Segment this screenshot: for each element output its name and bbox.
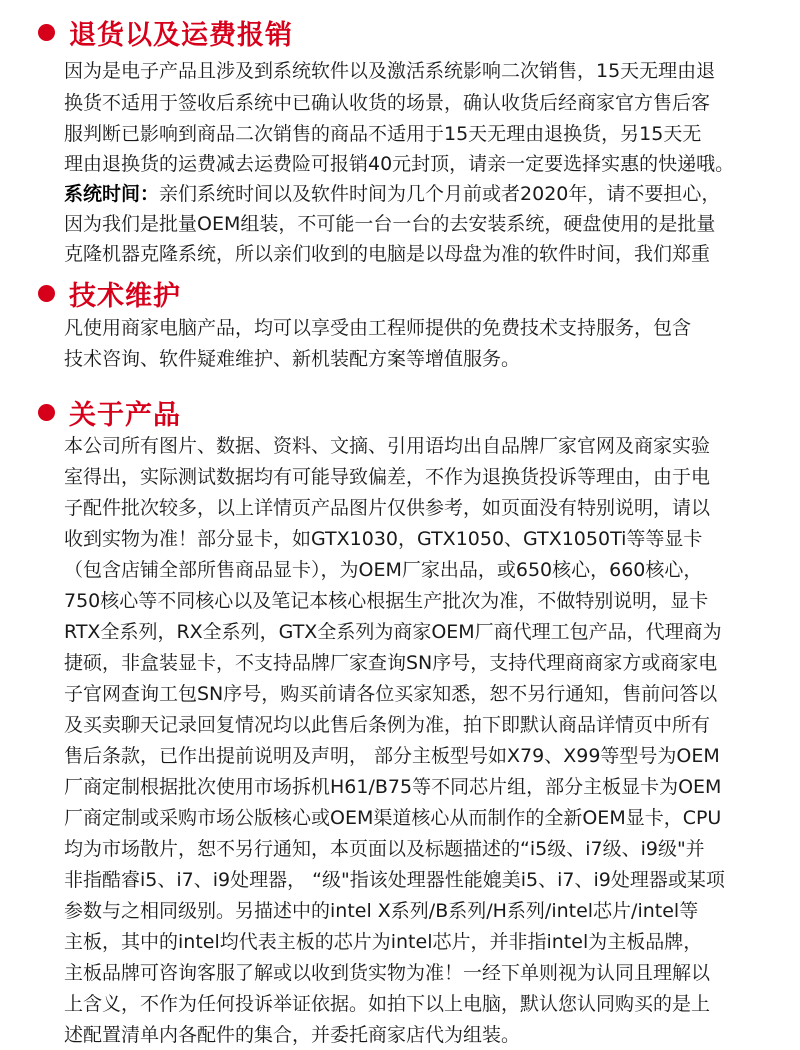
heading-text: 退货以及运费报销 bbox=[69, 19, 293, 51]
red-dot-icon bbox=[38, 404, 55, 421]
text-line: 参数与之相同级别。另描述中的intel X系列/B系列/H系列/intel芯片/intel等 bbox=[64, 900, 699, 922]
red-dot-icon bbox=[38, 285, 55, 302]
text-line: （包含店铺全部所售商品显卡），为OEM厂家出品，或650核心，660核心， bbox=[64, 559, 703, 581]
text-line: 服判断已影响到商品二次销售的商品不适用于15天无理由退换货，另15天无 bbox=[64, 123, 702, 145]
text-line: 收到实物为准！部分显卡，如GTX1030，GTX1050、GTX1050Ti等等显卡 bbox=[64, 528, 703, 550]
section-heading bbox=[38, 273, 181, 313]
text-line: 室得出，实际测试数据均有可能导致偏差，不作为退换货投诉等理由，由于电 bbox=[64, 466, 711, 488]
text-line: 捷硕，非盒装显卡，不支持品牌厂家查询SN序号，支持代理商商家方或商家电 bbox=[64, 652, 718, 674]
text-line: 750核心等不同核心以及笔记本核心根据生产批次为准，不做特别说明，显卡 bbox=[64, 590, 709, 612]
text-line: 主板，其中的intel均代表主板的芯片为intel芯片，并非指intel为主板品牌， bbox=[64, 931, 703, 953]
red-dot-icon bbox=[38, 24, 55, 41]
heading-text: 技术维护 bbox=[69, 280, 181, 312]
heading-text: 关于产品 bbox=[69, 399, 181, 431]
system-time-text: 亲们系统时间以及软件时间为几个月前或者2020年，请不要担心， bbox=[159, 183, 721, 205]
text-line: 均为市场散片，恕不另行通知，本页面以及标题描述的“i5级、i7级、i9级"并 bbox=[64, 838, 705, 860]
text-line: 售后条款，已作出提前说明及声明， 部分主板型号如X79、X99等型号为OEM bbox=[64, 745, 720, 767]
text-line: 因为我们是批量OEM组装，不可能一台一台的去安装系统，硬盘使用的是批量 bbox=[64, 213, 716, 235]
section-heading bbox=[38, 12, 293, 52]
text-line: 技术咨询、软件疑难维护、新机装配方案等增值服务。 bbox=[64, 348, 521, 370]
text-line: 子配件批次较多，以上详情页产品图片仅供参考，如页面没有特别说明，请以 bbox=[64, 497, 711, 519]
system-time-label: 系统时间： bbox=[64, 183, 160, 205]
text-line: 述配置清单内各配件的集合，并委托商家店代为组装。 bbox=[64, 1024, 521, 1046]
text-line: 换货不适用于签收后系统中已确认收货的场景，确认收货后经商家官方售后客 bbox=[64, 92, 711, 114]
text-line: 本公司所有图片、数据、资料、文摘、引用语均出自品牌厂家官网及商家实验 bbox=[64, 435, 711, 457]
text-line: 克隆机器克隆系统，所以亲们收到的电脑是以母盘为准的软件时间，我们郑重 bbox=[64, 243, 711, 265]
text-line: 上含义，不作为任何投诉举证依据。如拍下以上电脑，默认您认同购买的是上 bbox=[64, 993, 711, 1015]
text-line: RTX全系列，RX全系列，GTX全系列为商家OEM厂商代理工包产品，代理商为 bbox=[64, 621, 722, 643]
text-line: 主板品牌可咨询客服了解或以收到货实物为准！一经下单则视为认同且理解以 bbox=[64, 962, 711, 984]
system-time-line bbox=[64, 179, 720, 209]
text-line: 凡使用商家电脑产品，均可以享受由工程师提供的免费技术支持服务，包含 bbox=[64, 317, 692, 339]
text-line: 及买卖聊天记录回复情况均以此售后条例为准，拍下即默认商品详情页中所有 bbox=[64, 714, 711, 736]
text-line: 厂商定制根据批次使用市场拆机H61/B75等不同芯片组，部分主板显卡为OEM bbox=[64, 776, 722, 798]
section-heading bbox=[38, 392, 181, 432]
text-line: 子官网查询工包SN序号，购买前请各位买家知悉，恕不另行通知，售前问答以 bbox=[64, 683, 718, 705]
text-line: 理由退换货的运费减去运费险可报销40元封顶，请亲一定要选择实惠的快递哦。 bbox=[64, 153, 735, 175]
text-line: 厂商定制或采购市场公版核心或OEM渠道核心从而制作的全新OEM显卡，CPU bbox=[64, 807, 722, 829]
text-line: 非指酷睿i5、i7、i9处理器， “级"指该处理器性能媲美i5、i7、i9处理器或某项 bbox=[64, 869, 725, 891]
text-line: 因为是电子产品且涉及到系统软件以及激活系统影响二次销售，15天无理由退 bbox=[64, 60, 716, 82]
